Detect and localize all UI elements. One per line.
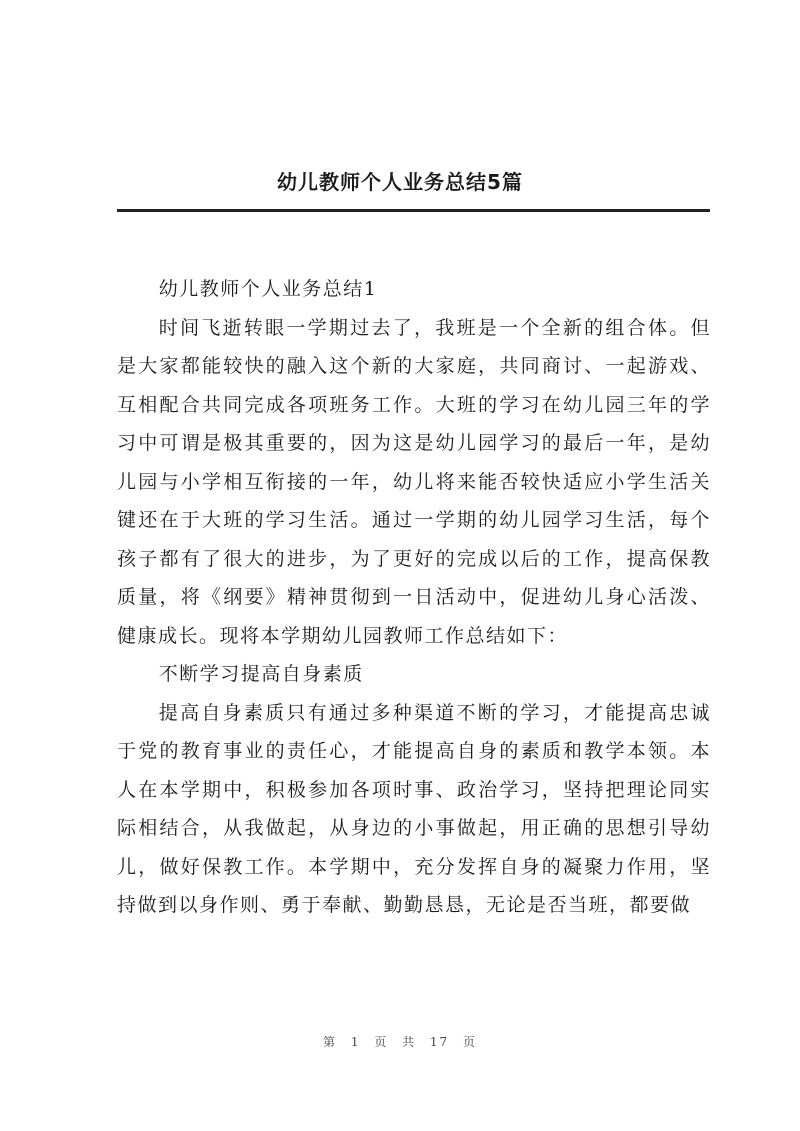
document-title: 幼儿教师个人业务总结5篇 <box>277 170 523 194</box>
section-heading: 幼儿教师个人业务总结1 <box>158 278 378 300</box>
document-body <box>117 270 711 925</box>
body-paragraph: 提高自身素质只有通过多种渠道不断的学习，才能提高忠诚于党的教育事业的责任心，才能提高自身的素质和教学本领。本人在本学期中，积极参加各项时事、政治学习，坚持把理论同实际相结合，从我做起，从身边的小事做起，用正确的思想引导幼儿，做好保教工作。本学期中，充分发挥自身的凝聚力作用，坚持做到以身作则、勇于奉献、勤勤恳恳，无论是否当班，都要做 <box>117 701 711 916</box>
body-paragraph: 时间飞逝转眼一学期过去了，我班是一个全新的组合体。但是大家都能较快的融入这个新的大家庭，共同商讨、一起游戏、互相配合共同完成各项班务工作。大班的学习在幼儿园三年的学习中可谓是极其重要的，因为这是幼儿园学习的最后一年，是幼儿园与小学相互衔接的一年，幼儿将来能否较快适应小学生活关键还在于大班的学习生活。通过一学期的幼儿园学习生活，每个孩子都有了很大的进步，为了更好的完成以后的工作，提高保教质量，将《纲要》精神贯彻到一日活动中，促进幼儿身心活泼、健康成长。现将本学期幼儿园教师工作总结如下： <box>117 316 711 647</box>
page-number-footer: 第 1 页 共 17 页 <box>323 1035 477 1049</box>
title-divider <box>117 209 710 212</box>
section-heading: 不断学习提高自身素质 <box>158 663 364 685</box>
